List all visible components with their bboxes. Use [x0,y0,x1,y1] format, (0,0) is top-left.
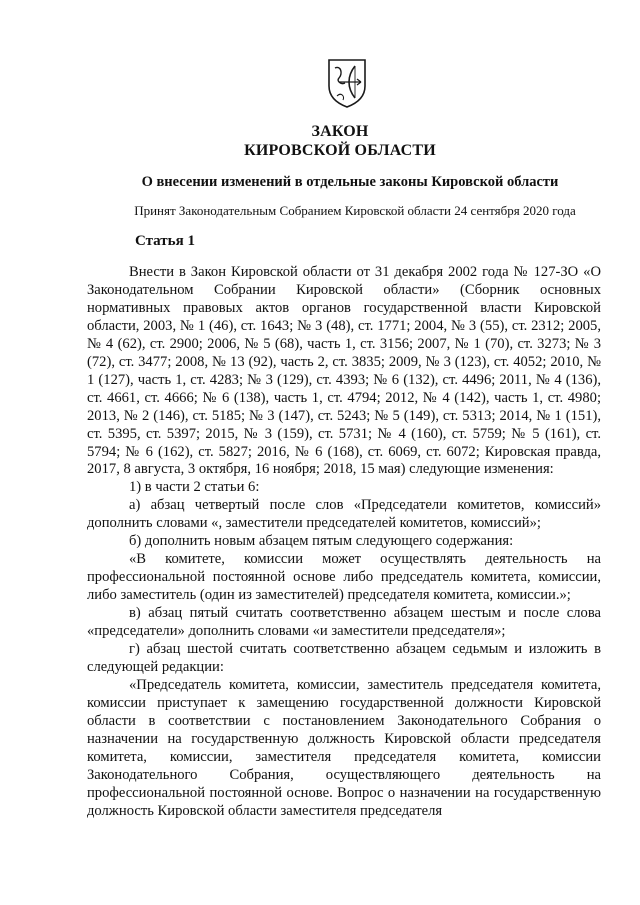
kirov-coat-of-arms-icon [327,58,367,108]
law-title: ЗАКОН [311,123,369,140]
paragraph: а) абзац четвертый после слов «Председатели комитетов, комиссий» дополнить словами «, заместители председателей комитетов, комиссий»; [87,497,601,532]
paragraph: б) дополнить новым абзацем пятым следующего содержания: [129,533,514,550]
article-heading: Статья 1 [135,233,195,249]
law-text [87,264,601,821]
paragraph: 1) в части 2 статьи 6: [129,479,260,496]
paragraph: «Председатель комитета, комиссии, заместитель председателя комитета, комиссии приступает к замещению государственной должности Кировской области в соответствии с постановлением Законодательного Собрания о назначении на государственную должность Кировской области председателя комитета, комиссии, заместителя председателя комитета, комиссии Законодательного Собрания, осуществляющего деятельность на профессиональной постоянной основе. Вопрос о назначении на государственную должность Кировской области заместителя председателя [87,676,601,819]
adoption-note: Принят Законодательным Собранием Кировской области 24 сентября 2020 года [134,203,576,218]
paragraph: «В комитете, комиссии может осуществлять деятельность на профессиональной постоянной основе либо председатель комитета, комиссии, либо заместитель (один из заместителей) председателя комитета, комиссии.»; [87,551,601,604]
region-title: КИРОВСКОЙ ОБЛАСТИ [244,142,436,159]
paragraph: г) абзац шестой считать соответственно абзацем седьмым и изложить в следующей редакции: [87,641,601,675]
law-subject: О внесении изменений в отдельные законы Кировской области [141,174,559,190]
paragraph: Внести в Закон Кировской области от 31 декабря 2002 года № 127-ЗО «О Законодательном Собрании Кировской области» (Сборник основных нормативных правовых актов органов государственной власти Кировской области, 2003, № 1 (46), ст. 1643; № 3 (48), ст. 1771; 2004, № 3 (55), ст. 2312; 2005, № 4 (62), ст. 2900; 2006, № 5 (68), часть 1, ст. 3156; 2007, № 1 (70), ст. 3273; № 3 (72), ст. 3477; 2008, № 13 (92), часть 2, ст. 3835; 2009, № 3 (123), ст. 4052; 2010, № 1 (127), часть 1, ст. 4283; № 3 (129), ст. 4393; № 6 (132), ст. 4496; 2011, № 4 (136), ст. 4661, ст. 4666; № 6 (138), часть 1, ст. 4794; 2012, № 4 (142), часть 1, ст. 4980; 2013, № 2 (146), ст. 5185; № 3 (147), ст. 5243; № 5 (149), ст. 5313; 2014, № 1 (151), ст. 5395, ст. 5397; 2015, № 3 (159), ст. 5731; № 4 (160), ст. 5759; № 5 (161), ст. 5794; № 6 (162), ст. 5827; 2016, № 6 (168), ст. 6069, ст. 6072; Кировская правда, 2017, 8 августа, 3 октября, 16 ноября; 2018, 15 мая) следующие изменения: [87,264,601,478]
paragraph: в) абзац пятый считать соответственно абзацем шестым и после слова «председатели» дополнить словами «и заместители председателя»; [87,605,601,640]
